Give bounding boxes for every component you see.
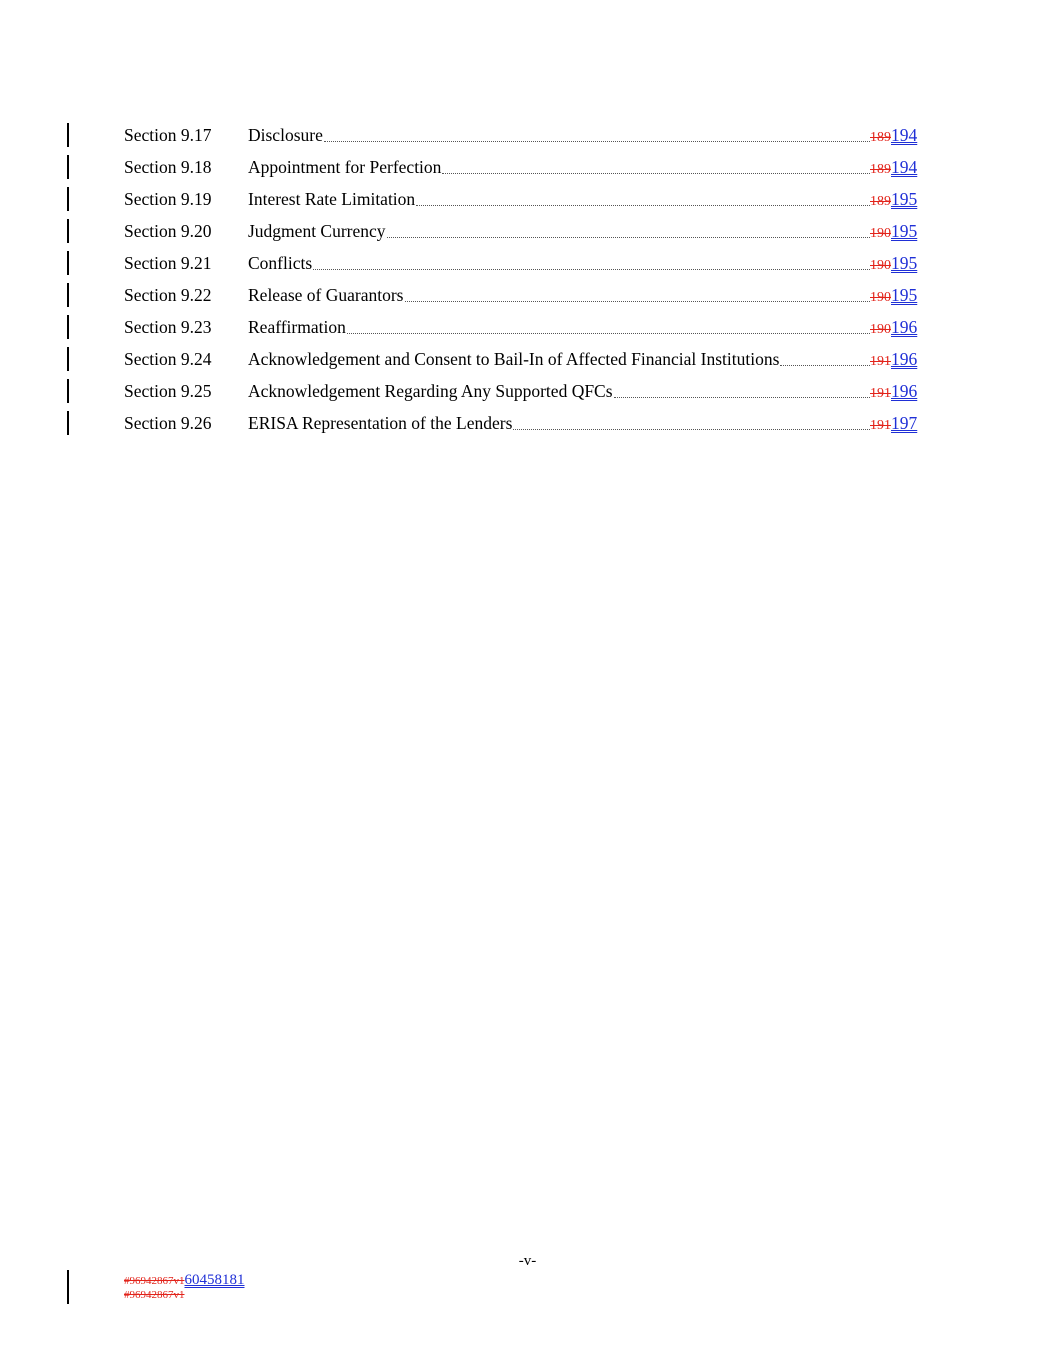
toc-row bbox=[0, 248, 1055, 280]
document-id bbox=[124, 1272, 245, 1290]
deleted-document-id-2: #96942867v1 bbox=[124, 1289, 185, 1301]
dot-leader bbox=[313, 269, 870, 270]
dot-leader bbox=[347, 333, 870, 334]
inserted-page-number[interactable]: 195 bbox=[891, 253, 918, 273]
dot-leader bbox=[387, 237, 870, 238]
section-number: Section 9.19 bbox=[124, 189, 212, 209]
change-bar bbox=[67, 123, 69, 147]
section-title[interactable]: ERISA Representation of the Lenders bbox=[248, 413, 513, 433]
toc-row bbox=[0, 120, 1055, 152]
dot-leader bbox=[442, 173, 870, 174]
inserted-page-number[interactable]: 195 bbox=[891, 221, 918, 241]
change-bar bbox=[67, 283, 69, 307]
inserted-page-number[interactable]: 196 bbox=[891, 317, 918, 337]
toc-row bbox=[0, 408, 1055, 440]
dot-leader bbox=[324, 141, 870, 142]
toc-row bbox=[0, 280, 1055, 312]
change-bar bbox=[67, 219, 69, 243]
inserted-page-number[interactable]: 196 bbox=[891, 349, 918, 369]
deleted-page-number: 190 bbox=[870, 258, 891, 273]
change-bar bbox=[67, 379, 69, 403]
toc-row bbox=[0, 216, 1055, 248]
section-title[interactable]: Acknowledgement Regarding Any Supported QFCs bbox=[248, 381, 613, 401]
section-number: Section 9.26 bbox=[124, 413, 212, 433]
section-number: Section 9.25 bbox=[124, 381, 212, 401]
toc-row bbox=[0, 312, 1055, 344]
section-title[interactable]: Appointment for Perfection bbox=[248, 157, 442, 177]
section-title[interactable]: Disclosure bbox=[248, 125, 323, 145]
section-number: Section 9.18 bbox=[124, 157, 212, 177]
page-number: -v- bbox=[518, 1253, 537, 1269]
inserted-page-number[interactable]: 194 bbox=[891, 157, 918, 177]
dot-leader bbox=[513, 429, 870, 430]
deleted-page-number: 191 bbox=[870, 386, 891, 401]
section-number: Section 9.21 bbox=[124, 253, 212, 273]
deleted-page-number: 191 bbox=[870, 354, 891, 369]
toc-row bbox=[0, 344, 1055, 376]
deleted-page-number: 191 bbox=[870, 418, 891, 433]
section-number: Section 9.24 bbox=[124, 349, 212, 369]
deleted-page-number: 190 bbox=[870, 322, 891, 337]
section-title[interactable]: Reaffirmation bbox=[248, 317, 346, 337]
change-bar bbox=[67, 251, 69, 275]
dot-leader bbox=[780, 365, 870, 366]
dot-leader bbox=[405, 301, 871, 302]
toc-row bbox=[0, 184, 1055, 216]
change-bar bbox=[67, 1270, 69, 1304]
inserted-page-number[interactable]: 195 bbox=[891, 189, 918, 209]
deleted-page-number: 189 bbox=[870, 130, 891, 145]
section-number: Section 9.22 bbox=[124, 285, 212, 305]
section-number: Section 9.23 bbox=[124, 317, 212, 337]
deleted-page-number: 190 bbox=[870, 290, 891, 305]
deleted-page-number: 189 bbox=[870, 162, 891, 177]
inserted-page-number[interactable]: 195 bbox=[891, 285, 918, 305]
section-title[interactable]: Release of Guarantors bbox=[248, 285, 404, 305]
toc-row bbox=[0, 152, 1055, 184]
table-of-contents bbox=[0, 120, 1055, 440]
toc-row bbox=[0, 376, 1055, 408]
inserted-page-number[interactable]: 194 bbox=[891, 125, 918, 145]
inserted-document-id: 60458181 bbox=[184, 1272, 245, 1288]
dot-leader bbox=[416, 205, 870, 206]
document-id-deleted bbox=[124, 1289, 185, 1302]
inserted-page-number[interactable]: 197 bbox=[891, 413, 918, 433]
change-bar bbox=[67, 155, 69, 179]
change-bar bbox=[67, 315, 69, 339]
inserted-page-number[interactable]: 196 bbox=[891, 381, 918, 401]
section-number: Section 9.20 bbox=[124, 221, 212, 241]
change-bar bbox=[67, 347, 69, 371]
section-title[interactable]: Acknowledgement and Consent to Bail-In of Affected Financial Institutions bbox=[248, 349, 780, 369]
dot-leader bbox=[614, 397, 870, 398]
section-title[interactable]: Conflicts bbox=[248, 253, 313, 273]
section-number: Section 9.17 bbox=[124, 125, 212, 145]
deleted-page-number: 190 bbox=[870, 226, 891, 241]
section-title[interactable]: Interest Rate Limitation bbox=[248, 189, 416, 209]
deleted-document-id: #96942867v1 bbox=[124, 1275, 185, 1287]
section-title[interactable]: Judgment Currency bbox=[248, 221, 386, 241]
change-bar bbox=[67, 187, 69, 211]
change-bar bbox=[67, 411, 69, 435]
deleted-page-number: 189 bbox=[870, 194, 891, 209]
